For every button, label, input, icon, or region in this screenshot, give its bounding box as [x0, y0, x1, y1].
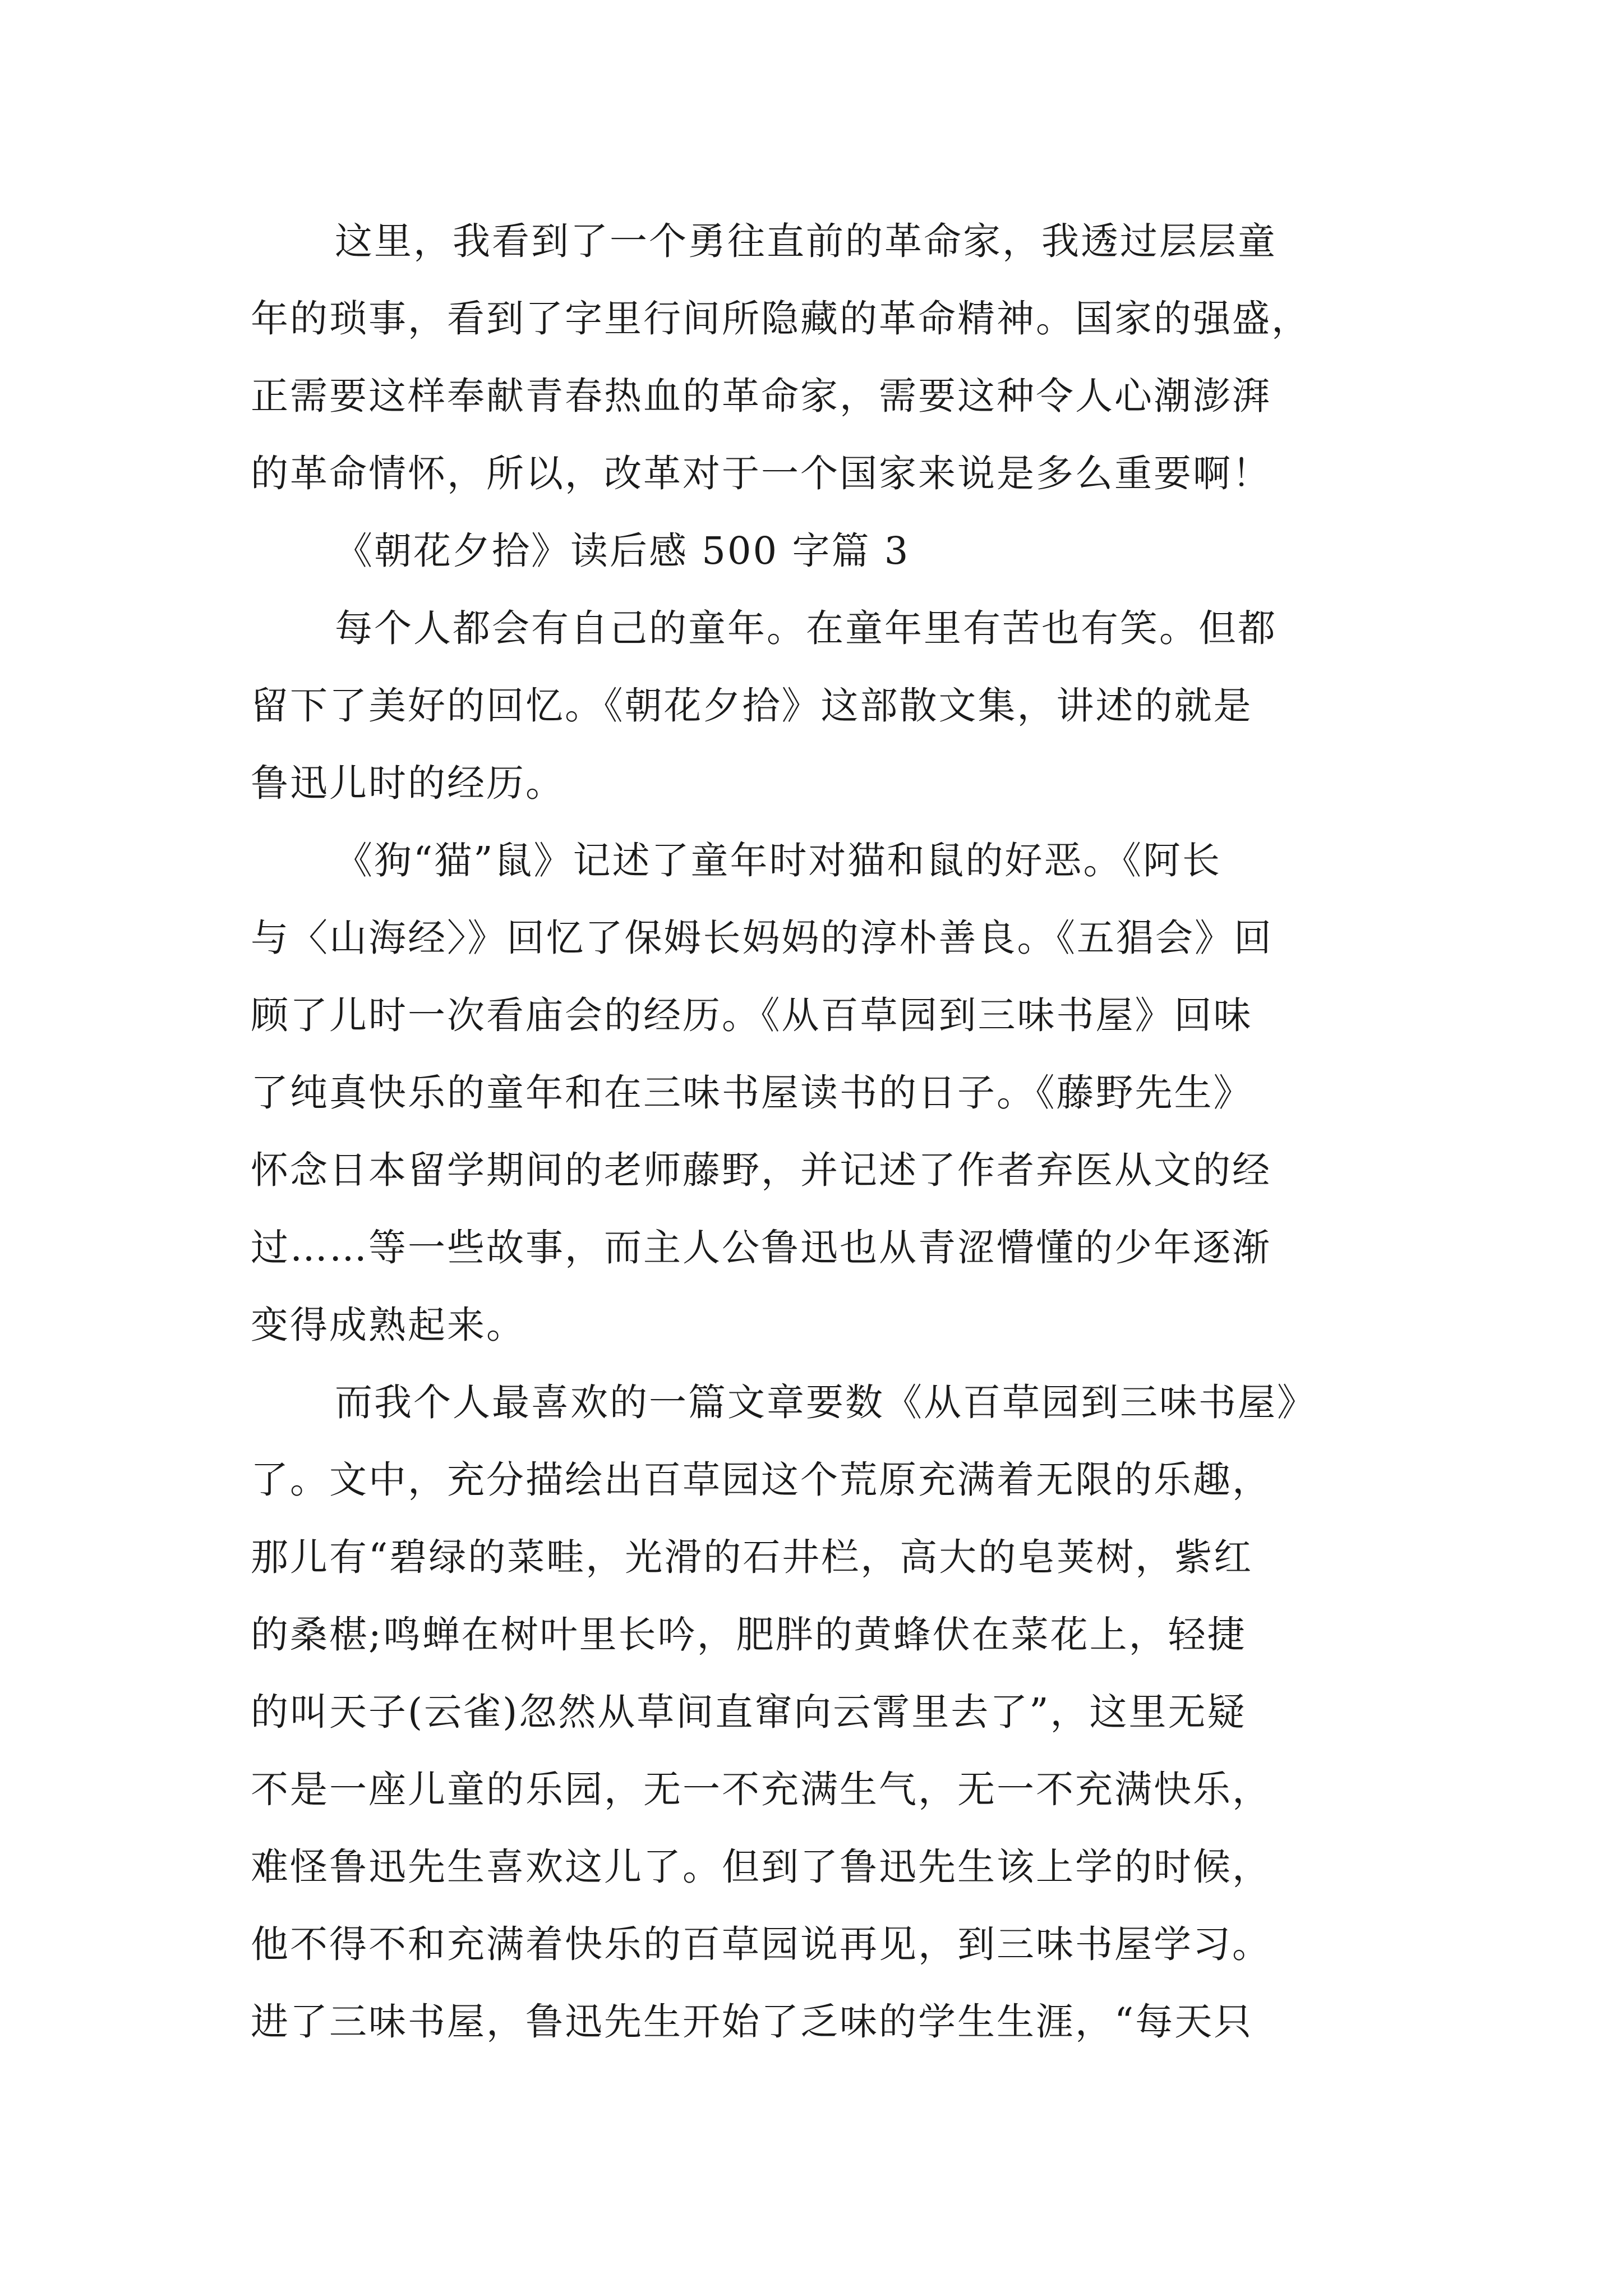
text-line: 不是一座儿童的乐园，无一不充满生气，无一不充满快乐， — [251, 1768, 1271, 1811]
text-line: 的桑椹;鸣蝉在树叶里长吟，肥胖的黄蜂伏在菜花上，轻捷 — [251, 1613, 1247, 1657]
text-line: 《狗“猫”鼠》记述了童年时对猫和鼠的好恶。《阿长 — [335, 839, 1222, 882]
text-line: 过……等一些故事，而主人公鲁迅也从青涩懵懂的少年逐渐 — [251, 1226, 1271, 1269]
text-line: 了。文中，充分描绘出百草园这个荒原充满着无限的乐趣， — [251, 1458, 1271, 1502]
text-line: 而我个人最喜欢的一篇文章要数《从百草园到三味书屋》 — [335, 1381, 1316, 1424]
text-line: 难怪鲁迅先生喜欢这儿了。但到了鲁迅先生该上学的时候， — [251, 1845, 1271, 1889]
text-line: 了纯真快乐的童年和在三味书屋读书的日子。《藤野先生》 — [251, 1071, 1253, 1115]
text-line: 怀念日本留学期间的老师藤野，并记述了作者弃医从文的经 — [251, 1148, 1271, 1192]
text-line: 的革命情怀，所以，改革对于一个国家来说是多么重要啊！ — [251, 452, 1271, 495]
text-line: 年的琐事，看到了字里行间所隐藏的革命精神。国家的强盛， — [251, 297, 1311, 341]
text-line: 这里，我看到了一个勇往直前的革命家，我透过层层童 — [335, 219, 1277, 263]
section-heading: 《朝花夕拾》读后感 500 字篇 3 — [335, 529, 910, 573]
text-line: 留下了美好的回忆。《朝花夕拾》这部散文集，讲述的就是 — [251, 684, 1253, 728]
text-line: 鲁迅儿时的经历。 — [251, 761, 565, 805]
text-line: 顾了儿时一次看庙会的经历。《从百草园到三味书屋》回味 — [251, 993, 1253, 1037]
text-line: 那儿有“碧绿的菜畦，光滑的石井栏，高大的皂荚树，紫红 — [251, 1535, 1253, 1579]
text-line: 进了三味书屋，鲁迅先生开始了乏味的学生生涯，“每天只 — [251, 2000, 1253, 2044]
text-line: 正需要这样奉献青春热血的革命家，需要这种令人心潮澎湃 — [251, 374, 1271, 418]
text-line: 与〈山海经〉》回忆了保姆长妈妈的淳朴善良。《五猖会》回 — [251, 916, 1273, 960]
text-line: 他不得不和充满着快乐的百草园说再见，到三味书屋学习。 — [251, 1922, 1271, 1966]
text-line: 的叫天子(云雀)忽然从草间直窜向云霄里去了”，这里无疑 — [251, 1690, 1247, 1734]
text-line: 每个人都会有自己的童年。在童年里有苦也有笑。但都 — [335, 606, 1277, 650]
text-line: 变得成熟起来。 — [251, 1303, 525, 1347]
